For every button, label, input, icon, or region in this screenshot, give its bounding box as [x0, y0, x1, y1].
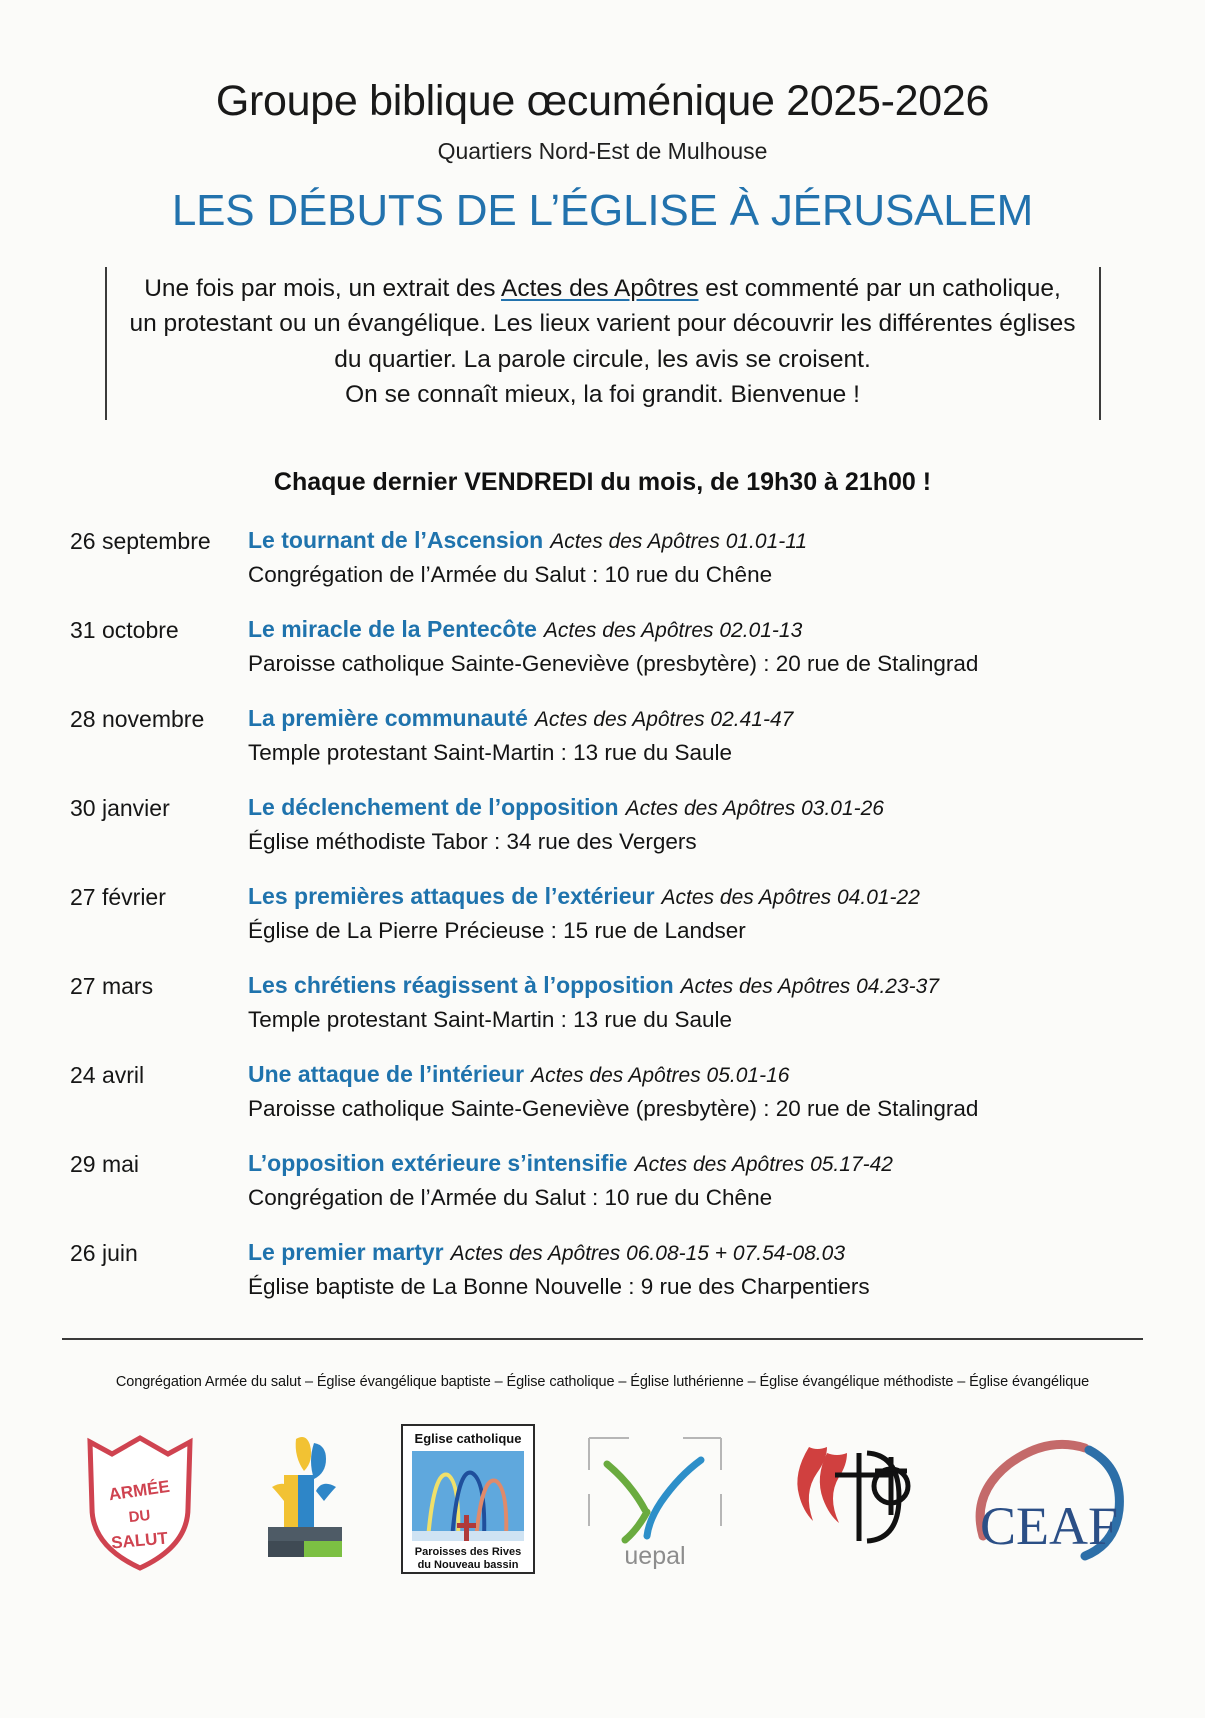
entry-place: Église de La Pierre Précieuse : 15 rue de Landser [248, 917, 746, 943]
entry-topic: Le miracle de la Pentecôte [248, 616, 537, 643]
entry-reference: Actes des Apôtres 02.41-47 [534, 708, 794, 732]
intro-text-before: Une fois par mois, un extrait des [144, 274, 502, 302]
uepal-wordmark: uepal [624, 1542, 686, 1570]
entry-title-line [248, 970, 1205, 1002]
ceaf-logo [965, 1424, 1135, 1574]
entry-reference: Actes des Apôtres 04.23-37 [680, 975, 940, 999]
schedule-entry [70, 525, 1205, 590]
schedule-entry [70, 1237, 1205, 1302]
entry-body [248, 970, 1205, 1035]
schedule-entry [70, 703, 1205, 768]
paroisses-line1: Paroisses des Rives [414, 1546, 521, 1558]
entry-date: 30 janvier [70, 795, 170, 822]
entry-reference: Actes des Apôtres 05.01-16 [531, 1064, 790, 1088]
entry-place: Congrégation de l’Armée du Salut : 10 rue du Chêne [248, 1184, 773, 1210]
entry-title-line [248, 1059, 1205, 1091]
schedule-entry [70, 970, 1205, 1035]
entry-title-line [248, 792, 1205, 824]
poster-header [0, 0, 1205, 235]
entry-body [248, 881, 1205, 946]
intro-text-after: est commenté par un catholique, un protestant ou un évangélique. Les lieux varient pour découvrir les différentes églises du quartier. La parole circule, les avis se croisent. [129, 274, 1076, 373]
logo-row [70, 1414, 1135, 1584]
entry-place: Paroisse catholique Sainte-Geneviève (presbytère) : 20 rue de Stalingrad [248, 650, 979, 676]
entry-topic: Une attaque de l’intérieur [248, 1061, 525, 1088]
entry-reference: Actes des Apôtres 04.01-22 [661, 886, 920, 910]
eglise-catholique-label: Eglise catholique [414, 1431, 522, 1446]
poster-footer [0, 1338, 1205, 1718]
schedule-entry [70, 1059, 1205, 1124]
series-title: LES DÉBUTS DE L’ÉGLISE À JÉRUSALEM [171, 185, 1034, 235]
footer-divider [62, 1338, 1143, 1340]
entry-date: 31 octobre [70, 617, 179, 644]
entry-date: 26 septembre [70, 528, 211, 555]
entry-body [248, 1237, 1205, 1302]
entry-title-line [248, 881, 1205, 913]
entry-place: Congrégation de l’Armée du Salut : 10 rue du Chêne [248, 561, 773, 587]
entry-topic: Les chrétiens réagissent à l’opposition [248, 972, 674, 999]
uepal-logo [575, 1424, 735, 1574]
eglise-evangelique-baptiste-logo [250, 1424, 360, 1574]
entry-date: 27 février [70, 884, 166, 911]
entry-date: 24 avril [70, 1062, 145, 1089]
entry-body [248, 1059, 1205, 1124]
entry-reference: Actes des Apôtres 05.17-42 [634, 1153, 893, 1177]
schedule-entry [70, 1148, 1205, 1213]
armee-du-salut-logo [70, 1424, 210, 1574]
entry-date: 27 mars [70, 973, 154, 1000]
eglise-methodiste-logo [775, 1424, 925, 1574]
ceaf-wordmark: CEAF [979, 1496, 1119, 1556]
paroisses-line2: du Nouveau bassin [417, 1559, 519, 1571]
entry-place: Paroisse catholique Sainte-Geneviève (presbytère) : 20 rue de Stalingrad [248, 1095, 979, 1121]
entry-date: 26 juin [70, 1240, 138, 1267]
entry-place: Église méthodiste Tabor : 34 rue des Vergers [248, 828, 697, 854]
schedule-heading: Chaque dernier VENDREDI du mois, de 19h30 à 21h00 ! [273, 468, 932, 497]
entry-topic: Le premier martyr [248, 1239, 444, 1266]
schedule-entry [70, 614, 1205, 679]
entry-body [248, 614, 1205, 679]
entry-body [248, 703, 1205, 768]
entry-title-line [248, 1237, 1205, 1269]
salut-text: SALUT [110, 1528, 169, 1553]
entry-reference: Actes des Apôtres 02.01-13 [543, 619, 803, 643]
entry-body [248, 792, 1205, 857]
page-subtitle: Quartiers Nord-Est de Mulhouse [437, 138, 768, 165]
page-title: Groupe biblique œcuménique 2025-2026 [215, 77, 990, 125]
entry-title-line [248, 614, 1205, 646]
entry-topic: La première communauté [248, 705, 528, 732]
entry-reference: Actes des Apôtres 06.08-15 + 07.54-08.03 [450, 1242, 845, 1266]
intro-block [103, 261, 1103, 422]
intro-closing-line: On se connaît mieux, la foi grandit. Bienvenue ! [345, 380, 860, 408]
entry-body [248, 525, 1205, 590]
entry-place: Temple protestant Saint-Martin : 13 rue du Saule [248, 1006, 733, 1032]
schedule-list [0, 525, 1205, 1302]
intro-paragraph [129, 271, 1077, 412]
schedule-entry [70, 881, 1205, 946]
entry-topic: Le tournant de l’Ascension [248, 527, 544, 554]
entry-topic: L’opposition extérieure s’intensifie [248, 1150, 628, 1177]
entry-reference: Actes des Apôtres 03.01-26 [625, 797, 884, 821]
entry-title-line [248, 703, 1205, 735]
entry-title-line [248, 525, 1205, 557]
actes-des-apotres-emphasis: Actes des Apôtres [501, 274, 699, 302]
eglise-catholique-logo [400, 1424, 536, 1574]
entry-title-line [248, 1148, 1205, 1180]
schedule-entry [70, 792, 1205, 857]
du-text: DU [127, 1506, 152, 1527]
entry-date: 29 mai [70, 1151, 140, 1178]
entry-body [248, 1148, 1205, 1213]
entry-reference: Actes des Apôtres 01.01-11 [550, 530, 808, 554]
footer-churches-line: Congrégation Armée du salut – Église évangélique baptiste – Église catholique – Église luthérienne – Église évangélique méthodiste – Église évangélique [115, 1374, 1090, 1390]
armee-text: ARMÉE [107, 1476, 171, 1505]
entry-topic: Les premières attaques de l’extérieur [248, 883, 655, 910]
entry-place: Temple protestant Saint-Martin : 13 rue du Saule [248, 739, 733, 765]
entry-date: 28 novembre [70, 706, 205, 733]
entry-place: Église baptiste de La Bonne Nouvelle : 9 rue des Charpentiers [248, 1273, 870, 1299]
entry-topic: Le déclenchement de l’opposition [248, 794, 619, 821]
